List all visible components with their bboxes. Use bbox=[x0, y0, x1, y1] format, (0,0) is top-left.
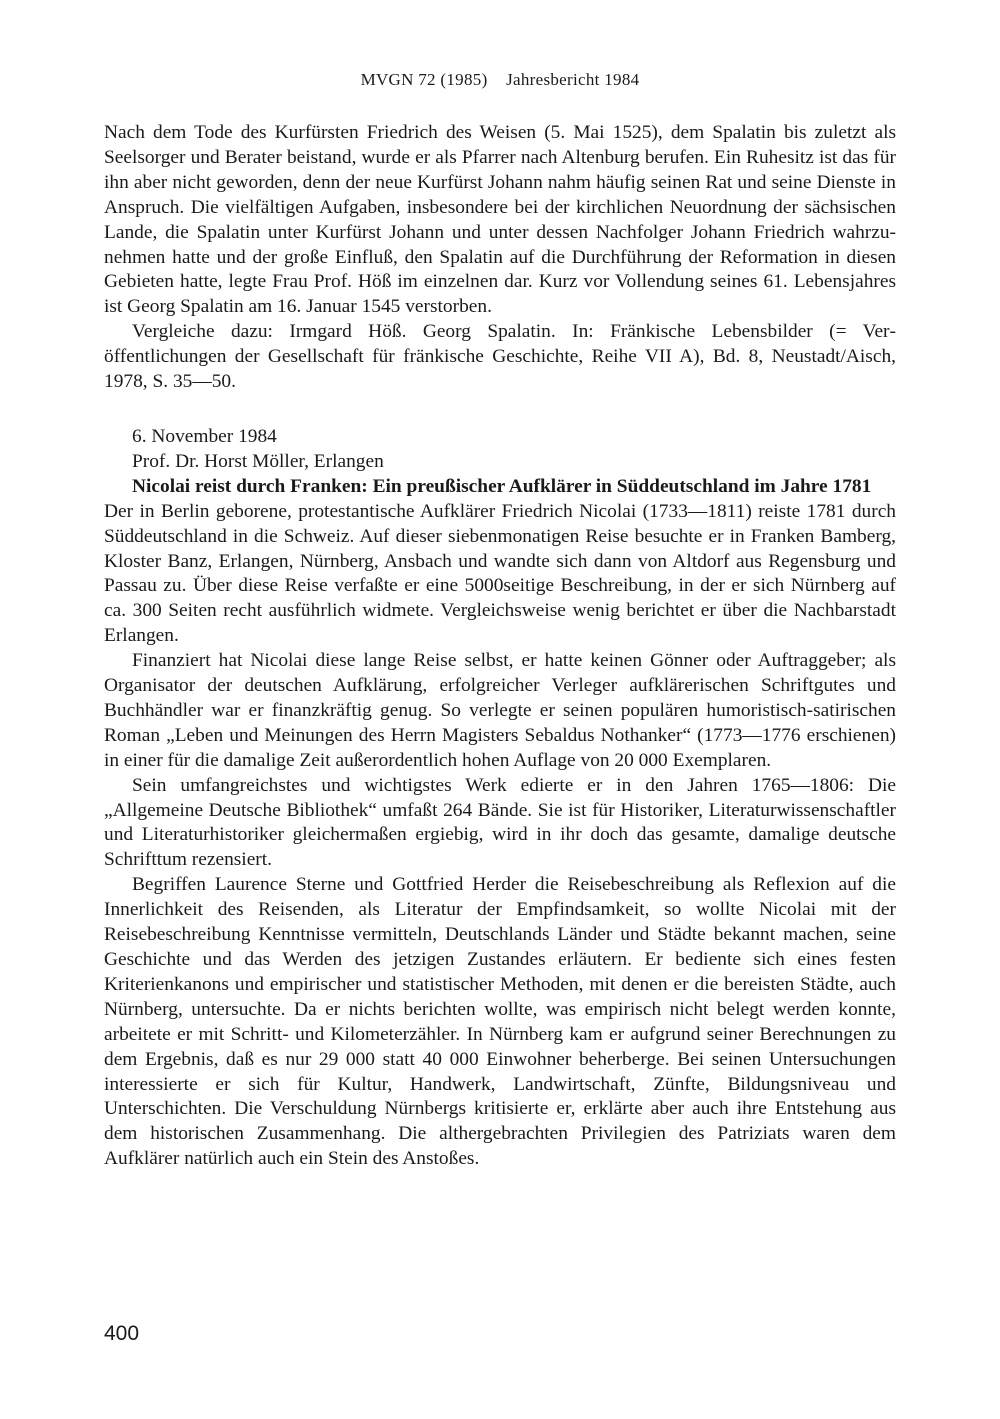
previous-entry-paragraph: Nach dem Tode des Kurfürsten Friedrich des Weisen (5. Mai 1525), dem Spalatin bis zuletzt als Seelsorger und Berater beistand, wurde er als Pfarrer nach Altenburg berufen. Ein Ruhesitz ist das für ihn aber nicht geworden, denn der neue Kurfürst Johann nahm häufig seinen Rat und seine Dienste in Anspruch. Die vielfältigen Aufgaben, insbesondere bei der kirchlichen Neuordnung der sächsischen Lande, die Spalatin unter Kurfürst Johann und unter dessen Nachfolger Johann Friedrich wahrzunehmen hatte und der große Einfluß, den Spalatin auf die Durchführung der Reformation in diesen Gebieten hatte, legte Frau Prof. Höß im einzelnen dar. Kurz vor Vollendung seines 61. Lebensjahres ist Georg Spalatin am 16. Januar 1545 verstorben. bbox=[104, 122, 896, 318]
section-title: Jahresbericht 1984 bbox=[506, 70, 640, 89]
lecture-date: 6. November 1984 bbox=[132, 425, 277, 447]
lecture-paragraph: Der in Berlin geborene, protestantische Aufklärer Friedrich Nicolai (1733—1811) reiste 1781 durch Süddeutschland in die Schweiz. Auf dieser siebenmonatigen Reise besuchte er in Franken Bamberg, Kloster Banz, Erlangen, Nürnberg, Ansbach und wandte sich dann von Altdorf aus Regensburg und Passau zu. Über diese Reise verfaßte er eine 5000seitige Beschreibung, in der er sich Nürnberg auf ca. 300 Seiten recht ausführlich widmete. Vergleichsweise wenig berichtet er über die Nachbarstadt Erlangen. bbox=[104, 500, 896, 647]
lecture-title: Nicolai reist durch Franken: Ein preußischer Aufklärer in Süddeutschland im Jahre 1781 bbox=[132, 475, 872, 497]
lecture-speaker: Prof. Dr. Horst Möller, Erlangen bbox=[132, 450, 384, 472]
lecture-paragraph: Begriffen Laurence Sterne und Gottfried Herder die Reisebeschreibung als Reflexion auf die Innerlichkeit des Reisenden, als Literatur der Empfindsamkeit, so wollte Nicolai mit der Reisebeschreibung Kenntnisse vermitteln, Deutschlands Länder und Städte bekannt machen, seine Geschichte und das Werden des jetzigen Zustandes erläutern. Er bediente sich eines festen Kriterienkanons und empirischer und statistischer Methoden, mit denen er die bereisten Städte, auch Nürnberg, untersuchte. Da er nichts berichten wollte, was empirisch nicht belegt werden konnte, arbeitete er mit Schritt- und Kilometerzähler. In Nürnberg kam er aufgrund seiner Berechnungen zu dem Ergebnis, daß es nur 29 000 statt 40 000 Einwohner beherberge. Bei seinen Untersuchungen interessierte er sich für Kultur, Handwerk, Landwirtschaft, Zünfte, Bildungsniveau und Unterschichten. Die Verschuldung Nürnbergs kritisierte er, erklärte aber auch ihre Entstehung aus dem historischen Zusammenhang. Die althergebrachten Privilegien des Patriziats waren dem Aufklärer natürlich auch ein Stein des Anstoßes. bbox=[104, 874, 896, 1170]
lecture-paragraph: Finanziert hat Nicolai diese lange Reise selbst, er hatte keinen Gönner oder Auftraggeber; als Organisator der deutschen Aufklärung, erfolgreicher Verleger aufklärerischen Schriftgutes und Buchhändler war er finanzkräftig genug. So verlegte er seinen populären humoristisch-satirischen Roman „Leben und Meinungen des Herrn Magisters Sebaldus Nothanker“ (1773—1776 erschienen) in einer für die damalige Zeit außerordentlich hohen Auflage von 20 000 Exemplaren. bbox=[104, 650, 896, 771]
lecture-paragraph: Sein umfangreichstes und wichtigstes Werk edierte er in den Jahren 1765—1806: Die „Allgemeine Deutsche Bibliothek“ umfaßt 264 Bände. Sie ist für Historiker, Literaturwissenschaftler und Literaturhistoriker gleichermaßen ergiebig, wird in ihr doch das gesamte, damalige deutsche Schrifttum rezensiert. bbox=[104, 774, 896, 871]
bibliography-reference: Vergleiche dazu: Irmgard Höß. Georg Spalatin. In: Fränkische Lebensbilder (= Veröffentlichungen der Gesellschaft für fränkische Geschichte, Reihe VII A), Bd. 8, Neustadt/Aisch, 1978, S. 35—50. bbox=[104, 321, 896, 393]
page-number: 400 bbox=[104, 1322, 140, 1345]
body-text bbox=[104, 121, 896, 1172]
journal-reference: MVGN 72 (1985) bbox=[360, 70, 488, 89]
document-page bbox=[104, 0, 896, 1419]
running-head bbox=[104, 70, 896, 90]
